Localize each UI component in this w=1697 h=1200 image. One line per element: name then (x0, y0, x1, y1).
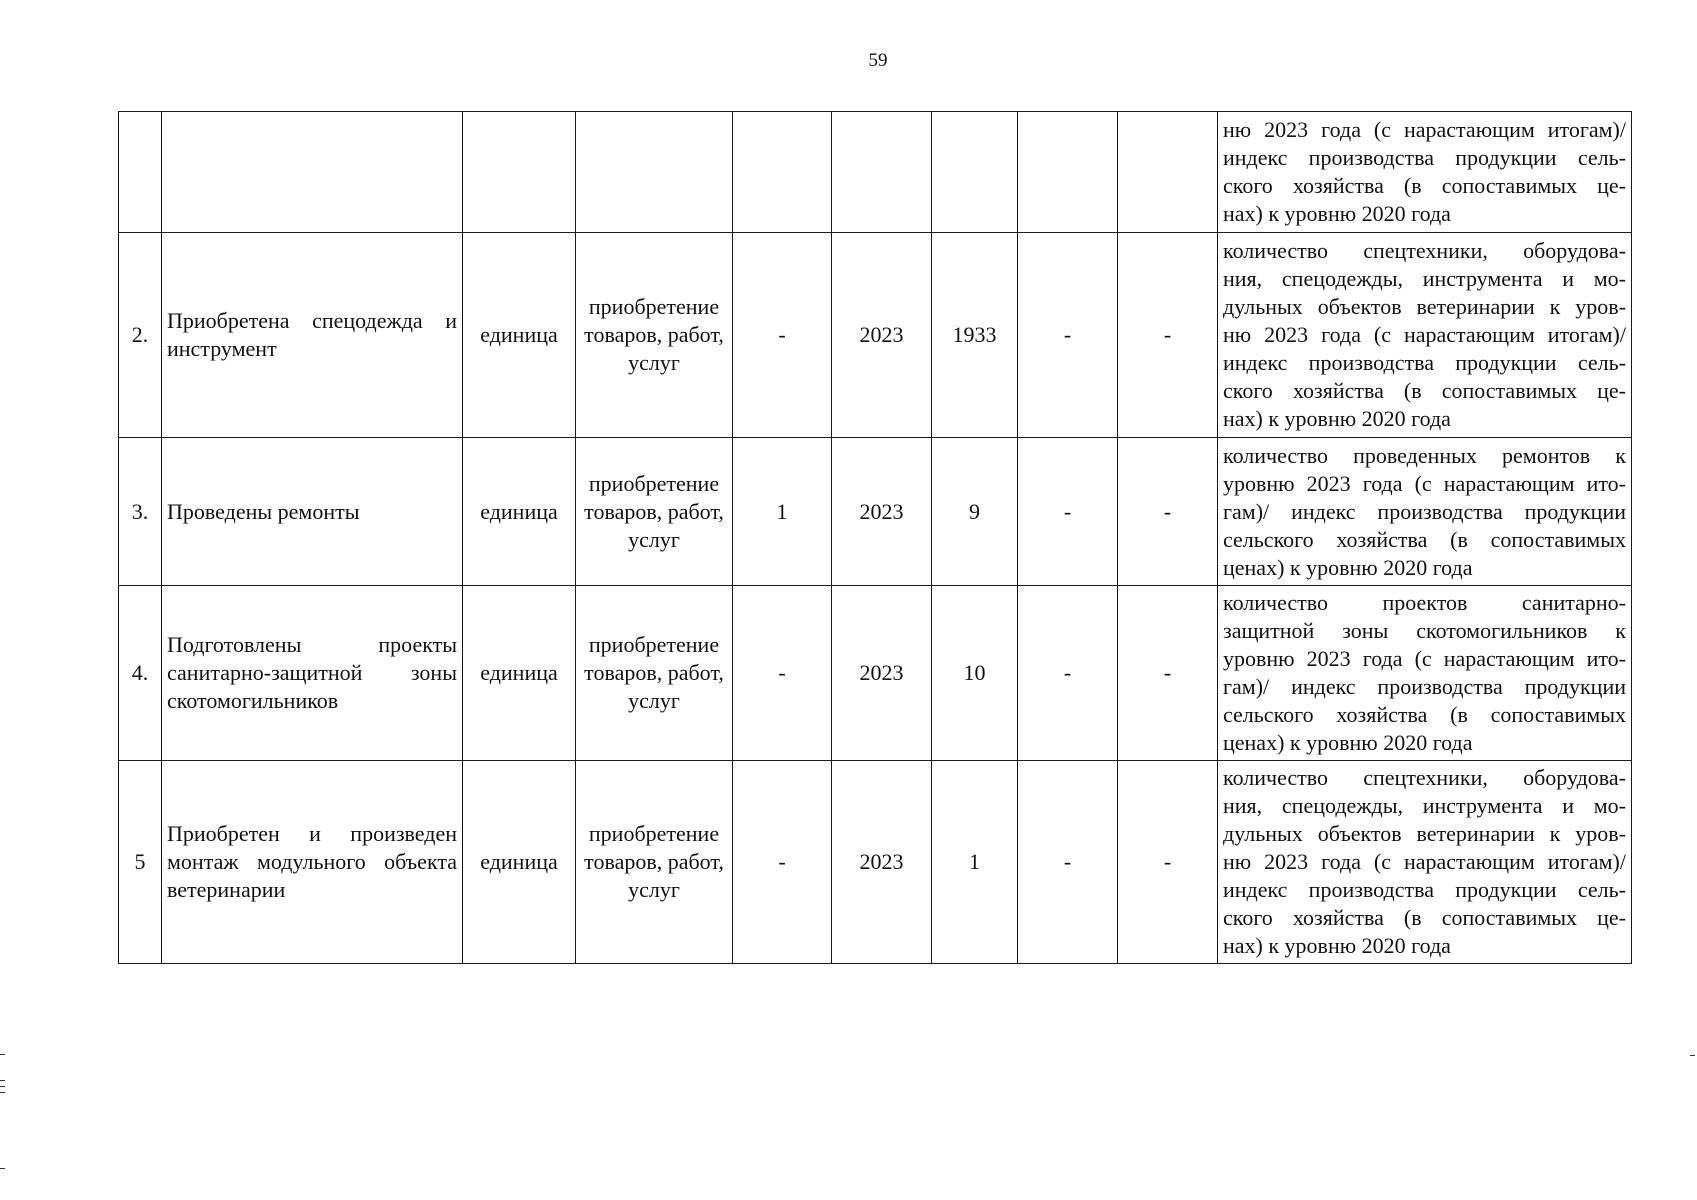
description-line: количество спецтехники, оборудова- (1223, 238, 1626, 263)
row-number: 4. (119, 586, 162, 761)
value-2025-cell: - (1118, 233, 1218, 438)
table-row (119, 586, 1632, 761)
right-margin-mark (1690, 1055, 1695, 1056)
base-value-cell: 1 (733, 438, 832, 586)
description-line: гам)/ индекс производства продукции (1223, 674, 1626, 699)
description-line: индекс производства продукции сель- (1223, 145, 1626, 170)
value-2024-cell: - (1018, 761, 1118, 964)
year-cell: 2023 (832, 438, 932, 586)
event-name: Приобретен и произведен монтаж модульного объекта ветеринарии (162, 761, 463, 964)
results-table (118, 111, 1632, 964)
value-cell (932, 112, 1018, 233)
description-line: нах) к уровню 2020 года (1223, 406, 1451, 431)
unit-cell: единица (463, 233, 576, 438)
indicator-description (1218, 112, 1632, 233)
description-line: нах) к уровню 2020 года (1223, 201, 1451, 226)
page-number: 59 (868, 50, 888, 71)
description-line: индекс производства продукции сель- (1223, 350, 1626, 375)
row-number: 3. (119, 438, 162, 586)
event-name (162, 112, 463, 233)
value-cell: 9 (932, 438, 1018, 586)
description-line: нах) к уровню 2020 года (1223, 933, 1451, 958)
unit-cell: единица (463, 586, 576, 761)
unit-cell: единица (463, 438, 576, 586)
value-2024-cell: - (1018, 233, 1118, 438)
value-cell: 1 (932, 761, 1018, 964)
year-cell: 2023 (832, 761, 932, 964)
table-row (119, 761, 1632, 964)
indicator-description (1218, 438, 1632, 586)
value-2024-cell (1018, 112, 1118, 233)
type-cell: приобретение товаров, работ, услуг (576, 438, 733, 586)
description-line: ния, спецодежды, инструмента и мо- (1223, 793, 1626, 818)
base-value-cell: - (733, 233, 832, 438)
description-line: ню 2023 года (с нарастающим итогам)/ (1223, 117, 1626, 142)
unit-cell: единица (463, 761, 576, 964)
description-line: ского хозяйства (в сопоставимых це- (1223, 378, 1626, 403)
description-line: дульных объектов ветеринарии к уров- (1223, 294, 1626, 319)
description-line: ского хозяйства (в сопоставимых це- (1223, 173, 1626, 198)
description-line: гам)/ индекс производства продукции (1223, 498, 1626, 524)
row-number: 5 (119, 761, 162, 964)
type-cell (576, 112, 733, 233)
value-2024-cell: - (1018, 586, 1118, 761)
value-cell: 1933 (932, 233, 1018, 438)
value-2025-cell (1118, 112, 1218, 233)
description-line: уровню 2023 года (с нарастающим ито- (1223, 470, 1626, 496)
table-row (119, 233, 1632, 438)
type-cell: приобретение товаров, работ, услуг (576, 586, 733, 761)
table-row (119, 112, 1632, 233)
table-body (119, 112, 1632, 964)
description-line: уровню 2023 года (с нарастающим ито- (1223, 646, 1626, 671)
description-line: ского хозяйства (в сопоставимых це- (1223, 905, 1626, 930)
unit-cell (463, 112, 576, 233)
description-line: сельского хозяйства (в сопоставимых (1223, 702, 1626, 727)
description-line: количество проведенных ремонтов к (1223, 442, 1626, 468)
description-line: ценах) к уровню 2020 года (1223, 730, 1473, 755)
event-name: Приобретена спецодежда и инструмент (162, 233, 463, 438)
description-line: защитной зоны скотомогильников к (1223, 618, 1626, 643)
row-number (119, 112, 162, 233)
year-cell: 2023 (832, 586, 932, 761)
base-value-cell (733, 112, 832, 233)
description-line: индекс производства продукции сель- (1223, 877, 1626, 902)
description-line: ценах) к уровню 2020 года (1223, 554, 1473, 580)
value-2025-cell: - (1118, 438, 1218, 586)
table-row (119, 438, 1632, 586)
description-line: ню 2023 года (с нарастающим итогам)/ (1223, 322, 1626, 347)
base-value-cell: - (733, 586, 832, 761)
description-line: ния, спецодежды, инструмента и мо- (1223, 266, 1626, 291)
description-line: ню 2023 года (с нарастающим итогам)/ (1223, 849, 1626, 874)
value-2025-cell: - (1118, 761, 1218, 964)
indicator-description (1218, 761, 1632, 964)
indicator-description (1218, 233, 1632, 438)
value-2025-cell: - (1118, 586, 1218, 761)
description-line: количество спецтехники, оборудова- (1223, 765, 1626, 790)
description-line: сельского хозяйства (в сопоставимых (1223, 526, 1626, 552)
event-name: Подготовлены проекты санитарно-защитной зоны скотомогильников (162, 586, 463, 761)
row-number: 2. (119, 233, 162, 438)
base-value-cell: - (733, 761, 832, 964)
indicator-description (1218, 586, 1632, 761)
value-cell: 10 (932, 586, 1018, 761)
description-line: количество проектов санитарно- (1223, 590, 1626, 615)
type-cell: приобретение товаров, работ, услуг (576, 233, 733, 438)
type-cell: приобретение товаров, работ, услуг (576, 761, 733, 964)
value-2024-cell: - (1018, 438, 1118, 586)
year-cell: 2023 (832, 233, 932, 438)
event-name: Проведены ремонты (162, 438, 463, 586)
description-line: дульных объектов ветеринарии к уров- (1223, 821, 1626, 846)
year-cell (832, 112, 932, 233)
